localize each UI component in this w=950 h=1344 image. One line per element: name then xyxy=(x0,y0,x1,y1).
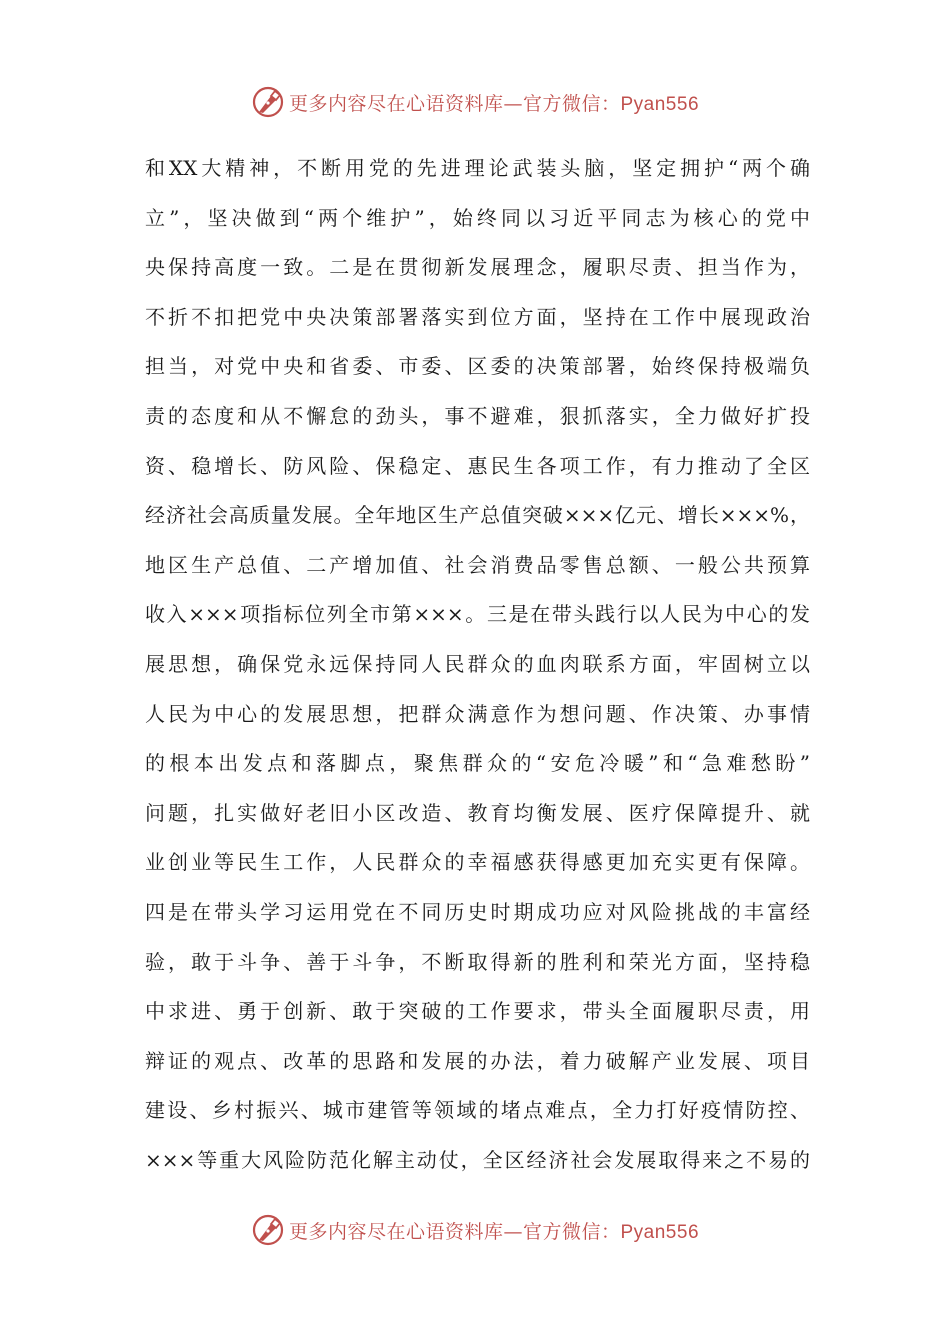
body-line: 资、稳增长、防风险、保稳定、惠民生各项工作，有力推动了全区 xyxy=(145,453,810,478)
body-line: 和XX大精神，不断用党的先进理论武装头脑，坚定拥护“两个确 xyxy=(145,156,810,180)
header-banner-title: 更多内容尽在心语资料库 xyxy=(288,92,504,115)
body-line: 人民为中心的发展思想，把群众满意作为想问题、作决策、办事情 xyxy=(145,701,810,726)
body-line: 问题，扎实做好老旧小区改造、教育均衡发展、医疗保障提升、就 xyxy=(145,800,810,825)
header-banner-dash: — xyxy=(503,92,523,115)
footer-banner-id: Pyan556 xyxy=(620,1221,700,1243)
body-line: 建设、乡村振兴、城市建管等领域的堵点难点，全力打好疫情防控、 xyxy=(145,1098,810,1123)
body-line: 的根本出发点和落脚点，聚焦群众的“安危冷暖”和“急难愁盼” xyxy=(145,751,810,776)
footer-banner-text xyxy=(289,1217,699,1244)
body-line: 中求进、勇于创新、敢于突破的工作要求，带头全面履职尽责，用 xyxy=(145,999,810,1024)
body-line: 地区生产总值、二产增加值、社会消费品零售总额、一般公共预算 xyxy=(145,552,810,577)
pen-nib-logo-icon xyxy=(251,85,285,119)
body-line: 立”，坚决做到“两个维护”，始终同以习近平同志为核心的党中 xyxy=(145,205,810,230)
header-banner-text xyxy=(289,89,699,116)
body-line: 经济社会高质量发展。全年地区生产总值突破×××亿元、增长×××%， xyxy=(145,503,810,528)
footer-banner-title: 更多内容尽在心语资料库 xyxy=(288,1220,504,1243)
body-line: ×××等重大风险防范化解主动仗，全区经济社会发展取得来之不易的 xyxy=(145,1147,810,1172)
body-line: 展思想，确保党永远保持同人民群众的血肉联系方面，牢固树立以 xyxy=(145,651,810,676)
header-banner-label: 官方微信： xyxy=(522,92,621,115)
header-banner xyxy=(0,82,950,122)
footer-banner xyxy=(0,1210,950,1250)
footer-banner-label: 官方微信： xyxy=(522,1220,621,1243)
body-line: 不折不扣把党中央决策部署落实到位方面，坚持在工作中展现政治 xyxy=(145,304,810,329)
body-line: 央保持高度一致。二是在贯彻新发展理念，履职尽责、担当作为， xyxy=(145,255,810,280)
body-line: 四是在带头学习运用党在不同历史时期成功应对风险挑战的丰富经 xyxy=(145,899,810,924)
body-line: 业创业等民生工作，人民群众的幸福感获得感更加充实更有保障。 xyxy=(145,850,810,875)
pen-nib-logo-icon xyxy=(251,1213,285,1247)
body-line: 责的态度和从不懈怠的劲头，事不避难，狠抓落实，全力做好扩投 xyxy=(145,403,810,428)
body-line: 担当，对党中央和省委、市委、区委的决策部署，始终保持极端负 xyxy=(145,354,810,379)
header-banner-id: Pyan556 xyxy=(620,93,700,115)
body-line: 收入×××项指标位列全市第×××。三是在带头践行以人民为中心的发 xyxy=(145,602,810,627)
footer-banner-dash: — xyxy=(503,1220,523,1243)
body-line: 辩证的观点、改革的思路和发展的办法，着力破解产业发展、项目 xyxy=(145,1048,810,1073)
document-body xyxy=(145,150,810,1191)
body-line: 验，敢于斗争、善于斗争，不断取得新的胜利和荣光方面，坚持稳 xyxy=(145,949,810,974)
